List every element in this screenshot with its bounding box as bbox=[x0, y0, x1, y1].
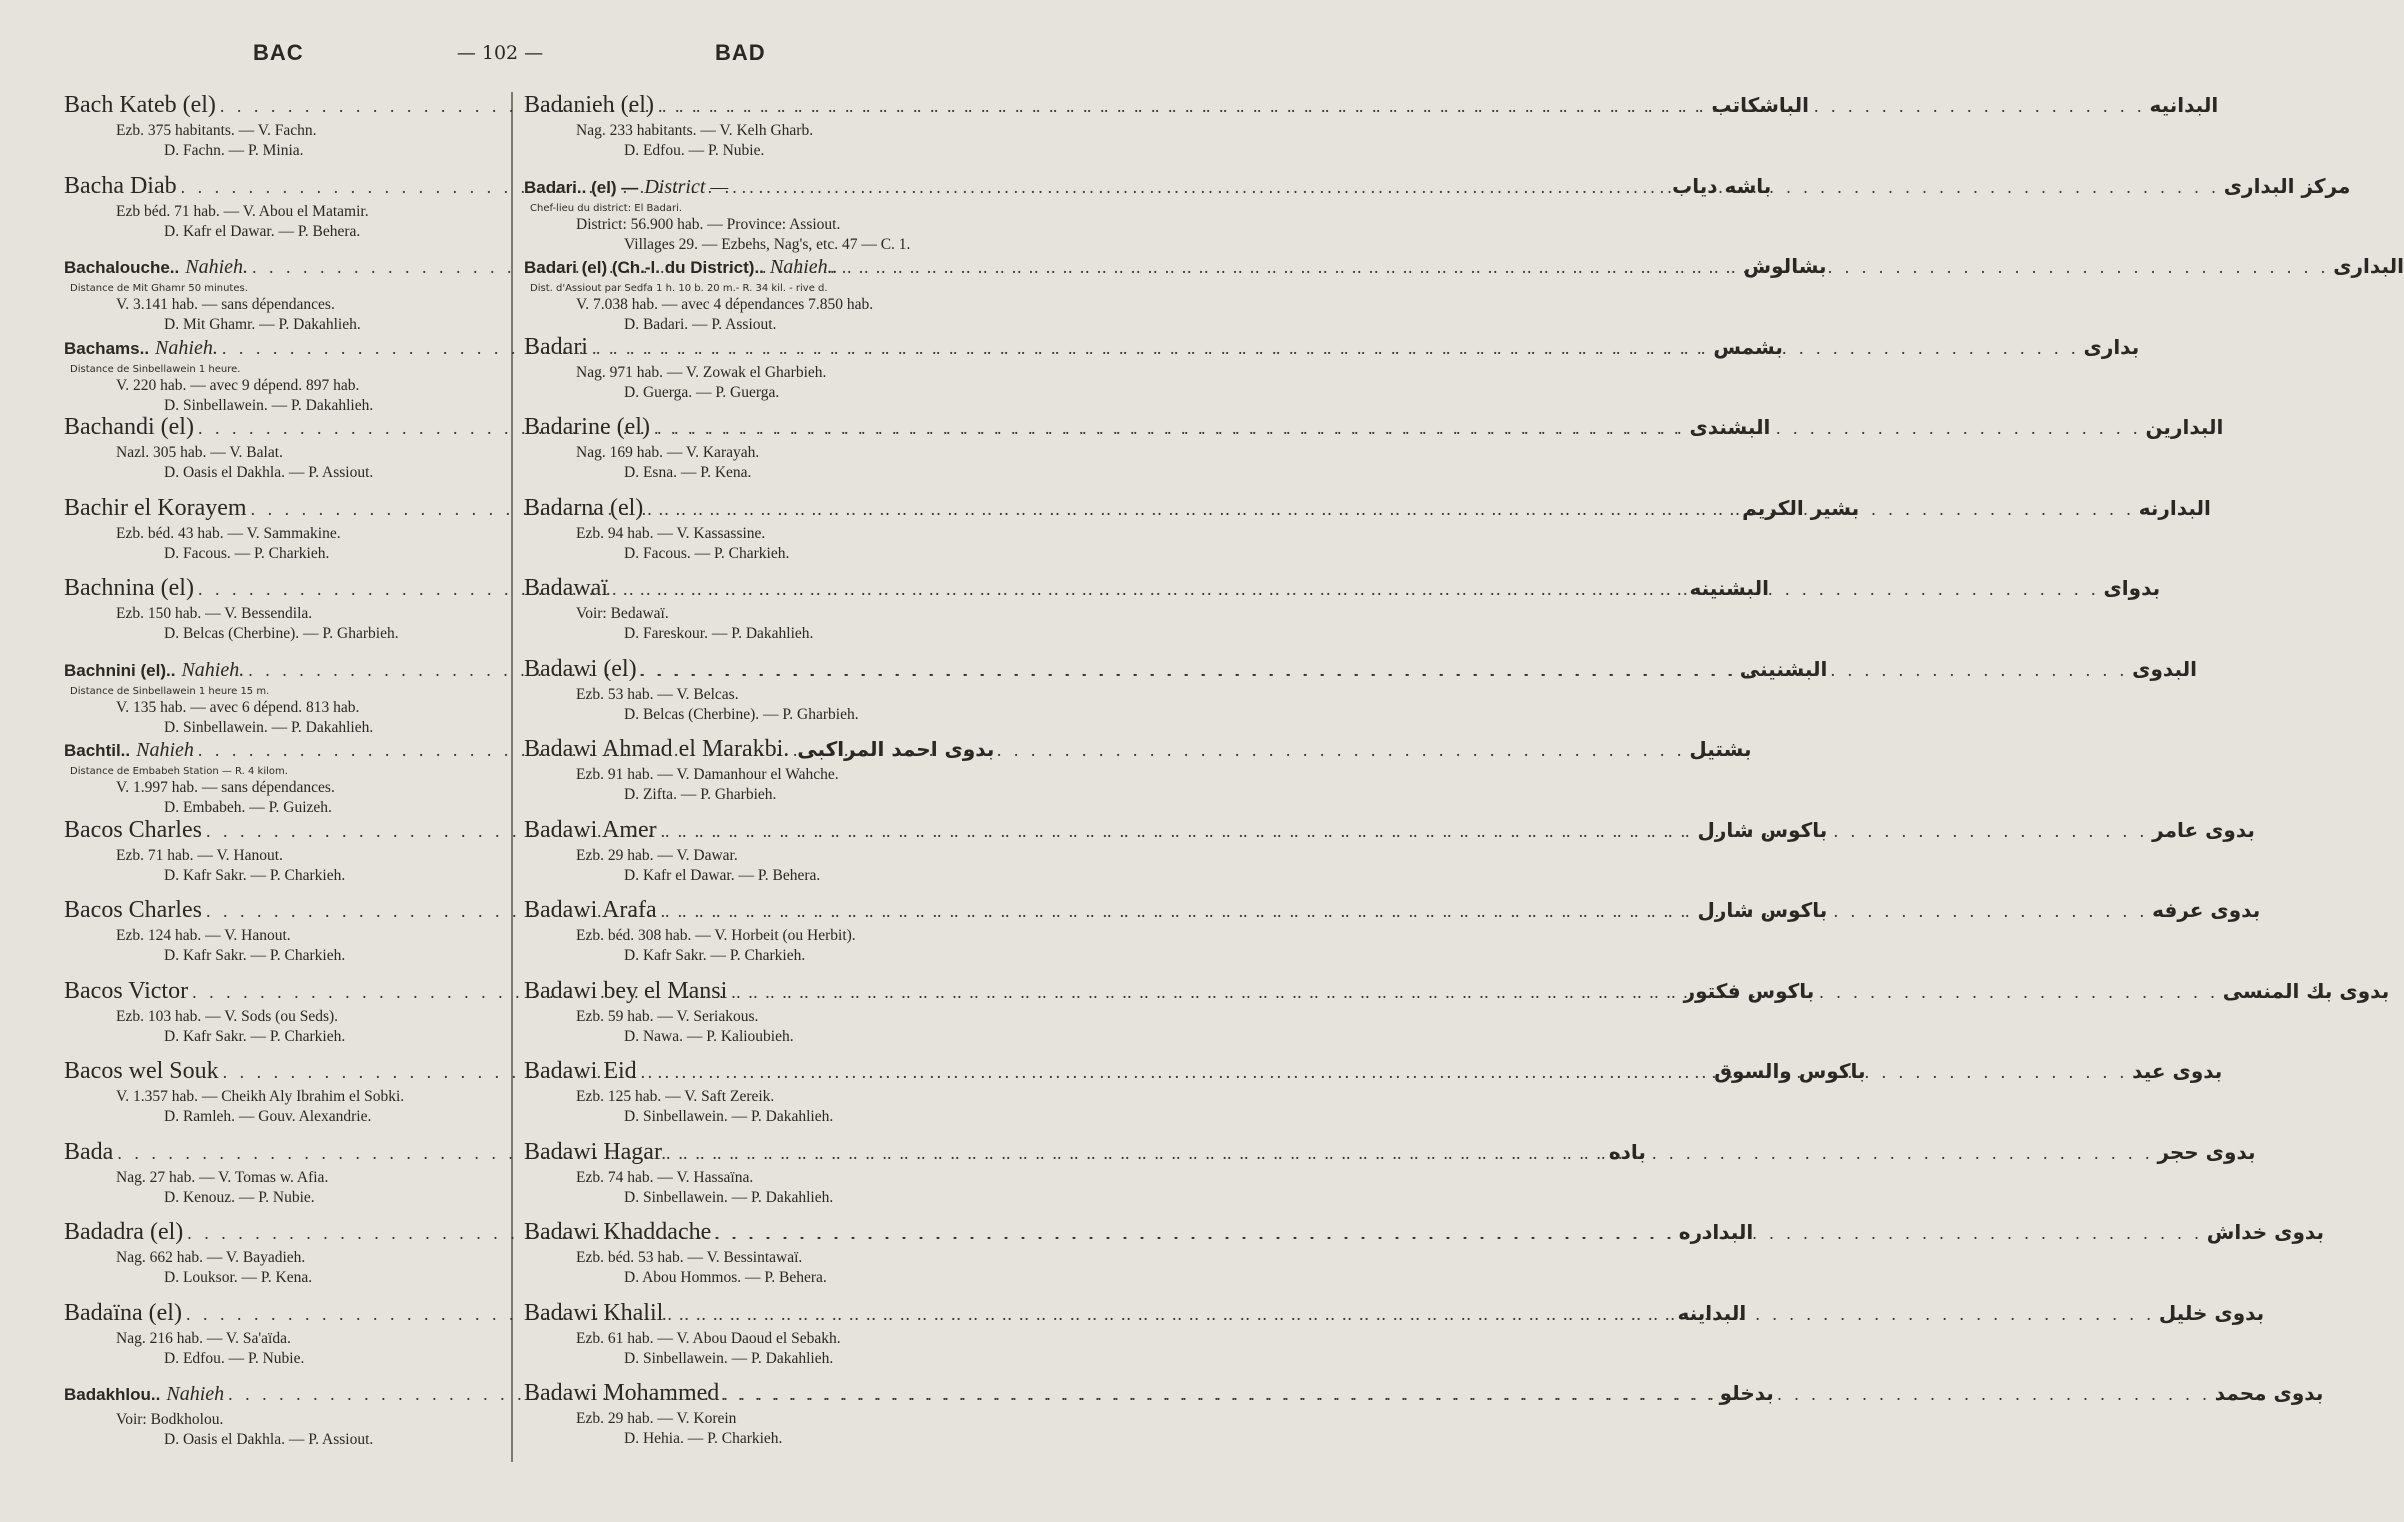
entry-name: Badarna (el) bbox=[524, 494, 644, 521]
entry-detail: Ezb. 150 hab. — V. Bessendila. bbox=[116, 605, 313, 622]
entry-detail: Ezb. 103 hab. — V. Sods (ou Seds). bbox=[116, 1007, 339, 1025]
dot-leader bbox=[842, 252, 2330, 282]
entry-detail: Ezb. 91 hab. — V. Damanhour el Wahche. bbox=[576, 766, 839, 783]
entry-detail: D. Fachn. — P. Minia. bbox=[164, 142, 304, 159]
entry-arabic-name: بدوى عامر bbox=[2152, 817, 2255, 842]
dot-leader bbox=[715, 1218, 2203, 1248]
dot-leader bbox=[592, 333, 2080, 363]
entry-distance-note: Dist. d'Assiout par Sedfa 1 h. 10 b. 20 m.- R. 34 kil. - rive d. bbox=[530, 283, 828, 294]
entry-distance-note: Chef-lieu du district: El Badari. bbox=[530, 202, 683, 214]
entry-detail: D. Oasis el Dakhla. — P. Assiout. bbox=[164, 464, 374, 481]
column-divider bbox=[511, 92, 513, 1462]
entry-qualifier: Nahieh. bbox=[181, 658, 245, 681]
gazetteer-entry bbox=[524, 734, 995, 815]
entry-detail: Nag. 233 habitants. — V. Kelh Gharb. bbox=[576, 122, 814, 139]
entry-arabic-name: البشنينه bbox=[1689, 576, 1769, 600]
entry-name: Badari.. (el) — bbox=[524, 177, 639, 197]
entry-distance-note: Distance de Embabeh Station — R. 4 kilom. bbox=[70, 766, 288, 777]
entry-detail: Ezb. 74 hab. — V. Hassaïna. bbox=[576, 1168, 754, 1186]
entry-name: Badawi Amer bbox=[524, 816, 657, 843]
entry-detail: D. Kafr Sakr. — P. Charkieh. bbox=[164, 1027, 346, 1045]
entry-detail: D. Fareskour. — P. Dakahlieh. bbox=[624, 625, 814, 642]
dot-leader bbox=[723, 1379, 2211, 1409]
entry-qualifier: District — bbox=[644, 175, 729, 198]
entry-arabic-name: بدوى بك المنسى bbox=[2222, 978, 2390, 1003]
entry-detail: V. 1.357 hab. — Cheikh Aly Ibrahim el Sobki. bbox=[116, 1088, 405, 1105]
entry-detail: D. Nawa. — P. Kalioubieh. bbox=[624, 1027, 794, 1045]
dot-leader bbox=[641, 655, 2129, 685]
entry-name: Bacos wel Souk bbox=[64, 1058, 219, 1084]
entry-headline bbox=[524, 734, 995, 765]
entry-arabic-name: البدادره bbox=[1678, 1220, 1754, 1244]
dot-leader bbox=[667, 1299, 2155, 1329]
dot-leader bbox=[647, 494, 2135, 524]
entry-name: Badawaï bbox=[524, 575, 608, 601]
entry-name: Badarine (el) bbox=[524, 414, 650, 440]
entry-detail: D. Kafr el Dawar. — P. Behera. bbox=[164, 222, 361, 240]
entry-detail: District: 56.900 hab. — Province: Assiout. bbox=[576, 215, 841, 233]
entry-detail: D. Badari. — P. Assiout. bbox=[624, 316, 777, 333]
entry-name: Badawi Arafa bbox=[524, 897, 657, 923]
entry-name: Bachalouche.. bbox=[64, 258, 180, 277]
entry-arabic-name: باده bbox=[1608, 1139, 1646, 1164]
entry-detail: D. Kenouz. — P. Nubie. bbox=[164, 1188, 315, 1206]
entry-name: Badari bbox=[524, 333, 588, 360]
entry-detail: Ezb. 59 hab. — V. Seriakous. bbox=[576, 1007, 759, 1025]
dot-leader bbox=[732, 172, 2220, 202]
entry-detail: D. Ramleh. — Gouv. Alexandrie. bbox=[164, 1108, 372, 1125]
entry-detail: V. 220 hab. — avec 9 dépend. 897 hab. bbox=[116, 376, 360, 394]
dot-leader bbox=[641, 1057, 2129, 1087]
entry-detail: D. Sinbellawein. — P. Dakahlieh. bbox=[624, 1349, 834, 1367]
entry-arabic-name: البشنينى bbox=[1739, 656, 1828, 681]
entry-arabic-name: بدوى حجر bbox=[2157, 1139, 2256, 1164]
entry-detail: D. Guerga. — P. Guerga. bbox=[624, 383, 780, 401]
entry-detail: D. Kafr el Dawar. — P. Behera. bbox=[624, 866, 821, 884]
entry-arabic-name: بدوى محمد bbox=[2214, 1381, 2324, 1405]
entry-name: Badawi Khalil bbox=[524, 1299, 664, 1326]
entry-arabic-name: البدارنه bbox=[2138, 495, 2211, 520]
entry-name: Bachnini (el).. bbox=[64, 660, 176, 680]
entry-name: Badawi Khaddache bbox=[524, 1219, 712, 1245]
entry-name: Badaïna (el) bbox=[64, 1299, 182, 1326]
entry-arabic-name: بدخلو bbox=[1719, 1381, 1774, 1405]
entry-name: Bada bbox=[64, 1138, 114, 1165]
entry-detail: D. Kafr Sakr. — P. Charkieh. bbox=[164, 947, 346, 964]
entry-name: Badanieh (el) bbox=[524, 92, 654, 118]
entry-name: Bach Kateb (el) bbox=[64, 92, 216, 118]
entry-detail: D. Louksor. — P. Kena. bbox=[164, 1269, 313, 1286]
entry-arabic-name: بدوى احمد المراكبى bbox=[797, 737, 995, 761]
entry-detail: V. 1.997 hab. — sans dépendances. bbox=[116, 779, 335, 796]
entry-arabic-name: بشالوش bbox=[1743, 254, 1827, 278]
entry-detail: D. Belcas (Cherbine). — P. Gharbieh. bbox=[624, 705, 859, 723]
dot-leader bbox=[654, 413, 2142, 443]
dot-leader bbox=[612, 574, 2100, 604]
dot-leader bbox=[661, 896, 2149, 926]
entry-name: Badawi Mohammed bbox=[524, 1380, 720, 1406]
entry-detail: Ezb. 94 hab. — V. Kassassine. bbox=[576, 524, 766, 542]
entry-detail: Ezb. 71 hab. — V. Hanout. bbox=[116, 846, 283, 864]
entry-name: Badawi Eid bbox=[524, 1058, 637, 1084]
entry-name: Bacos Victor bbox=[64, 977, 189, 1004]
entry-qualifier: Nahieh.. bbox=[769, 256, 838, 278]
entry-detail: Nag. 971 hab. — V. Zowak el Gharbieh. bbox=[576, 363, 827, 381]
entry-name: Badakhlou.. bbox=[64, 1385, 161, 1404]
entry-detail: Ezb. 61 hab. — V. Abou Daoud el Sebakh. bbox=[576, 1329, 841, 1347]
entry-detail: Ezb. béd. 308 hab. — V. Horbeit (ou Herbit). bbox=[576, 927, 856, 944]
entry-arabic-name: باكوس شارل bbox=[1697, 898, 1828, 922]
page-header bbox=[0, 36, 1000, 76]
entry-detail: Ezb béd. 71 hab. — V. Abou el Matamir. bbox=[116, 202, 369, 220]
running-head-left: BAC bbox=[253, 40, 304, 65]
entry-name: Bacha Diab bbox=[64, 172, 177, 199]
entry-arabic-name: بدوى خداش bbox=[2206, 1220, 2324, 1244]
entry-arabic-name: باكوس والسوق bbox=[1714, 1059, 1866, 1083]
entry-name: Bacos Charles bbox=[64, 897, 202, 923]
entry-distance-note: Distance de Mit Ghamr 50 minutes. bbox=[70, 283, 248, 294]
dot-leader bbox=[731, 977, 2219, 1007]
entry-detail: Ezb. 375 habitants. — V. Fachn. bbox=[116, 122, 317, 139]
entry-detail: V. 3.141 hab. — sans dépendances. bbox=[116, 296, 335, 313]
entry-arabic-name: مركز البدارى bbox=[2223, 173, 2351, 198]
running-head-right: BAD bbox=[715, 40, 766, 65]
entry-detail: D. Kafr Sakr. — P. Charkieh. bbox=[164, 866, 346, 884]
entry-detail: D. Sinbellawein. — P. Dakahlieh. bbox=[624, 1108, 834, 1125]
entry-detail: Nag. 662 hab. — V. Bayadieh. bbox=[116, 1249, 306, 1266]
entry-detail: V. 7.038 hab. — avec 4 dépendances 7.850 hab. bbox=[576, 296, 874, 313]
entry-arabic-name: البداينه bbox=[1677, 1300, 1747, 1325]
entry-distance-note: Distance de Sinbellawein 1 heure 15 m. bbox=[70, 685, 270, 697]
entry-arabic-name: بشمس bbox=[1713, 334, 1783, 359]
entry-detail: D. Sinbellawein. — P. Dakahlieh. bbox=[164, 718, 374, 736]
entry-detail: D. Sinbellawein. — P. Dakahlieh. bbox=[624, 1188, 834, 1206]
entry-arabic-name: البشندى bbox=[1689, 415, 1771, 439]
entry-detail: Nag. 216 hab. — V. Sa'aïda. bbox=[116, 1329, 291, 1347]
entry-arabic-name: بدارى bbox=[2083, 334, 2140, 359]
entry-qualifier: Nahieh. bbox=[155, 336, 218, 359]
page-number: — 102 — bbox=[456, 42, 544, 64]
entry-detail: Villages 29. — Ezbehs, Nag's, etc. 47 — C. 1. bbox=[624, 235, 911, 253]
entry-arabic-name: البدوى bbox=[2132, 656, 2197, 681]
entry-detail: Nag. 27 hab. — V. Tomas w. Afia. bbox=[116, 1168, 329, 1186]
entry-detail: Ezb. 53 hab. — V. Belcas. bbox=[576, 685, 739, 703]
entry-name: Badawi (el) bbox=[524, 655, 637, 682]
entry-detail: Ezb. 124 hab. — V. Hanout. bbox=[116, 927, 291, 944]
entry-detail: D. Kafr Sakr. — P. Charkieh. bbox=[624, 947, 806, 964]
entry-detail: Ezb. béd. 43 hab. — V. Sammakine. bbox=[116, 524, 341, 542]
entry-name: Badawi bey el Mansi bbox=[524, 977, 728, 1004]
entry-name: Badadra (el) bbox=[64, 1219, 184, 1245]
entry-detail: Ezb. 125 hab. — V. Saft Zereik. bbox=[576, 1088, 775, 1105]
entry-arabic-name: بدوى خليل bbox=[2158, 1300, 2265, 1325]
entry-name: Bachandi (el) bbox=[64, 414, 194, 440]
entry-detail: D. Mit Ghamr. — P. Dakahlieh. bbox=[164, 316, 361, 333]
dot-leader bbox=[661, 816, 2149, 846]
entry-detail: Voir: Bedawaï. bbox=[576, 605, 669, 622]
entry-distance-note: Distance de Sinbellawein 1 heure. bbox=[70, 363, 241, 375]
entry-detail: D. Belcas (Cherbine). — P. Gharbieh. bbox=[164, 625, 399, 642]
entry-detail: Voir: Bodkholou. bbox=[116, 1411, 224, 1428]
entry-detail: D. Zifta. — P. Gharbieh. bbox=[624, 786, 777, 803]
dot-leader bbox=[658, 91, 2146, 121]
dot-leader bbox=[666, 1138, 2154, 1168]
entry-name: Bachnina (el) bbox=[64, 575, 194, 601]
entry-arabic-name: باكوس فكتور bbox=[1683, 978, 1815, 1003]
entry-name: Bachtil.. bbox=[64, 741, 131, 760]
entry-detail: D. Embabeh. — P. Guizeh. bbox=[164, 799, 332, 816]
entry-detail: D. Sinbellawein. — P. Dakahlieh. bbox=[164, 396, 374, 414]
entry-arabic-name: الباشكاتب bbox=[1711, 93, 1809, 117]
entry-detail: Ezb. béd. 53 hab. — V. Bessintawaï. bbox=[576, 1249, 803, 1266]
entry-detail: D. Edfou. — P. Nubie. bbox=[164, 1349, 305, 1367]
entry-arabic-name: البدانيه bbox=[2149, 93, 2219, 117]
entry-detail: D. Oasis el Dakhla. — P. Assiout. bbox=[164, 1431, 374, 1448]
entry-name: Badawi Ahmad el Marakbi. bbox=[524, 736, 790, 762]
entry-name: Bachams.. bbox=[64, 338, 150, 358]
entry-detail: V. 135 hab. — avec 6 dépend. 813 hab. bbox=[116, 698, 360, 716]
entry-arabic-name: بشتيل bbox=[1689, 737, 1752, 761]
entry-name: Badawi Hagar bbox=[524, 1138, 662, 1165]
entry-arabic-name: بدوى عرفه bbox=[2152, 898, 2261, 922]
entry-detail: Ezb. 29 hab. — V. Dawar. bbox=[576, 846, 738, 864]
entry-detail: D. Facous. — P. Charkieh. bbox=[624, 544, 790, 562]
entry-name: Bachir el Korayem bbox=[64, 494, 247, 521]
entry-detail: Nag. 169 hab. — V. Karayah. bbox=[576, 444, 760, 461]
entry-arabic-name: بدواى bbox=[2103, 576, 2161, 600]
entry-arabic-name: بدوى عيد bbox=[2132, 1059, 2223, 1083]
entry-arabic-name: باشه دياب bbox=[1672, 173, 1772, 198]
entry-qualifier: Nahieh bbox=[136, 739, 194, 761]
entry-detail: D. Facous. — P. Charkieh. bbox=[164, 544, 330, 562]
entry-detail: Nazl. 305 hab. — V. Balat. bbox=[116, 444, 283, 461]
entry-name: Badari (el) (Ch.-l. du District).. bbox=[524, 258, 764, 277]
entry-detail: D. Edfou. — P. Nubie. bbox=[624, 142, 765, 159]
entry-qualifier: Nahieh bbox=[166, 1383, 225, 1405]
entry-detail: Ezb. 29 hab. — V. Korein bbox=[576, 1410, 737, 1427]
entry-name: Bacos Charles bbox=[64, 816, 202, 843]
entry-qualifier: Nahieh. bbox=[185, 256, 249, 278]
entry-detail: D. Hehia. — P. Charkieh. bbox=[624, 1430, 783, 1447]
entry-arabic-name: البدارين bbox=[2145, 415, 2224, 439]
entry-arabic-name: باكوس شارل bbox=[1697, 817, 1828, 842]
entry-arabic-name: البدارى bbox=[2333, 254, 2404, 278]
entry-detail: D. Esna. — P. Kena. bbox=[624, 464, 752, 481]
entry-detail: D. Abou Hommos. — P. Behera. bbox=[624, 1269, 827, 1286]
entry-arabic-name: بشير الكريم bbox=[1742, 495, 1860, 520]
